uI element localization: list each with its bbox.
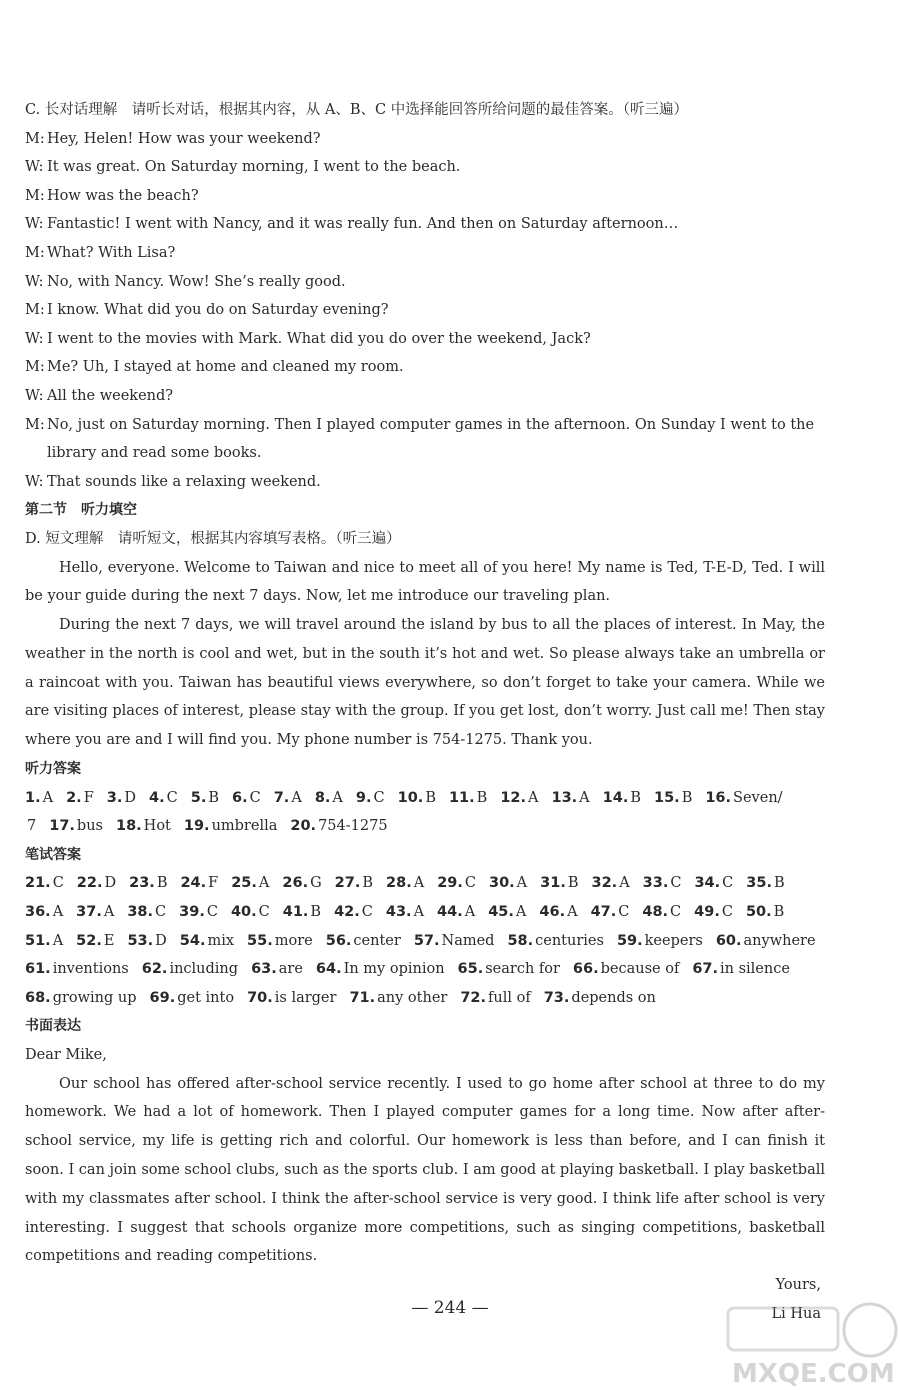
answer-item [25, 955, 129, 984]
answer-number: 38. [127, 904, 154, 921]
answer-value: full of [488, 989, 531, 1006]
answer-value: A [291, 789, 302, 806]
answer-number: 58. [507, 932, 534, 949]
answer-value: C [206, 904, 218, 921]
answer-number: 45. [488, 904, 514, 921]
answer-number: 18. [115, 818, 142, 835]
answer-value: more [274, 932, 313, 949]
answer-number: 10. [397, 789, 424, 806]
answer-value: 7 [27, 818, 37, 835]
answer-number: 57. [413, 932, 440, 949]
answer-value: A [413, 875, 425, 892]
answer-item [437, 898, 475, 927]
answer-item [66, 784, 94, 813]
answer-number: 65. [457, 961, 484, 978]
answer-value: C [373, 789, 385, 806]
answer-number: 36. [25, 904, 51, 921]
answer-item [25, 984, 137, 1013]
speaker-label: M: [25, 359, 45, 376]
answer-number: 53. [127, 932, 154, 949]
answer-item [49, 812, 103, 841]
answer-item [316, 955, 445, 984]
answer-number: 51. [25, 932, 51, 949]
answer-number: 21. [25, 875, 51, 892]
answer-number: 67. [692, 961, 718, 978]
answer-value: including [169, 961, 239, 978]
answer-number: 41. [282, 904, 309, 921]
answer-number: 64. [315, 961, 342, 978]
answer-item [290, 812, 387, 841]
answer-item [127, 927, 166, 956]
letter-greeting: Dear Mike, [25, 1047, 107, 1064]
answer-item [642, 898, 681, 927]
answer-number: 17. [49, 818, 75, 835]
dialogue-text: I went to the movies with Mark. What did you do over the weekend, Jack? [47, 330, 591, 347]
answer-item [489, 869, 527, 898]
answer-value: C [52, 875, 64, 892]
answer-item [746, 869, 784, 898]
part-c-title: C. 长对话理解 请听长对话，根据其内容，从 A、B、C 中选择能回答所给问题的最佳答案。（听三遍） [25, 102, 688, 118]
answer-row [25, 898, 825, 927]
answer-number: 46. [539, 904, 566, 921]
answer-number: 29. [437, 875, 463, 892]
part-d-title: D. 短文理解 请听短文，根据其内容填写表格。（听三遍） [25, 530, 401, 547]
answer-value: A [567, 904, 578, 921]
passage-paragraph-2: During the next 7 days, we will travel around the island by bus to all the places of interest. In May, the weather in the north is cool and wet, but in the south it’s hot and wet. So please always take an umbrella or a raincoat with you. Taiwan has beautiful views everywhere, so don’t forget to take your camera. While we are visiting places of interest, please stay with the group. If you get lost, don’t worry. Just call me! Then stay where you are and I will find you. My phone number is 754-1275. Thank you. [25, 617, 825, 749]
answer-value: B [310, 904, 322, 921]
answer-item [326, 927, 401, 956]
page-number: — 244 — [411, 1298, 489, 1318]
answer-item [437, 869, 476, 898]
listening-answers [25, 784, 825, 841]
answer-item [716, 927, 816, 956]
answer-item [356, 784, 385, 813]
listening-answers-heading: 听力答案 [25, 761, 81, 778]
answer-number: 16. [705, 789, 732, 806]
answer-value: center [353, 932, 401, 949]
answer-value: B [425, 789, 436, 806]
answer-number: 56. [325, 932, 352, 949]
answer-item [25, 784, 53, 813]
answer-number: 2. [66, 789, 82, 806]
answer-number: 30. [488, 875, 515, 892]
dialogue-text: I know. What did you do on Saturday evening? [47, 302, 389, 319]
answer-item [334, 898, 373, 927]
answer-number: 55. [247, 932, 273, 949]
answer-item [282, 869, 321, 898]
dialogue-text: Me? Uh, I stayed at home and cleaned my room. [47, 359, 404, 376]
answer-value: A [528, 789, 539, 806]
answer-number: 3. [106, 789, 123, 806]
dialogue-line [25, 382, 825, 411]
letter-signature: Li Hua [771, 1305, 821, 1322]
answer-value: growing up [52, 989, 137, 1006]
answer-item [232, 784, 261, 813]
answer-number: 60. [715, 932, 742, 949]
answer-value: G [310, 875, 322, 892]
answer-item [746, 898, 784, 927]
writing-heading: 书面表达 [25, 1018, 81, 1035]
answer-number: 22. [76, 875, 103, 892]
dialogue-text: All the weekend? [47, 387, 174, 404]
speaker-label: M: [25, 187, 45, 204]
answer-value: is larger [274, 989, 337, 1006]
answer-item [25, 869, 64, 898]
answer-item [573, 955, 679, 984]
answer-item [414, 927, 495, 956]
answer-row [25, 927, 825, 956]
answer-value: centuries [535, 932, 604, 949]
answer-item [77, 869, 116, 898]
answer-number: 28. [386, 875, 412, 892]
answer-number: 71. [349, 989, 376, 1006]
answer-item [654, 784, 692, 813]
answer-number: 1. [25, 789, 41, 806]
answer-value: A [515, 904, 527, 921]
answer-value: B [208, 789, 219, 806]
answer-value: umbrella [211, 818, 278, 835]
answer-item [705, 784, 782, 813]
dialogue-text: What? With Lisa? [47, 244, 176, 261]
answer-value: B [156, 875, 168, 892]
answer-value: because of [600, 961, 680, 978]
answer-number: 9. [355, 789, 372, 806]
answer-item [315, 784, 343, 813]
answer-item [540, 869, 578, 898]
answer-number: 39. [179, 904, 205, 921]
answer-value: mix [207, 932, 235, 949]
answer-number: 13. [551, 789, 578, 806]
answer-value: F [83, 789, 94, 806]
answer-number: 33. [642, 875, 669, 892]
answer-item [107, 784, 136, 813]
answer-number: 68. [25, 989, 51, 1006]
section2-heading: 第二节 听力填空 [25, 502, 137, 519]
answer-value: A [413, 904, 425, 921]
dialogue-text: Fantastic! I went with Nancy, and it was really fun. And then on Saturday afternoon… [47, 216, 679, 233]
answer-value: A [42, 789, 54, 806]
answer-item [603, 784, 641, 813]
speaker-label: M: [25, 416, 45, 433]
answer-item [488, 898, 526, 927]
answer-value: C [670, 904, 682, 921]
answer-value: F [208, 875, 219, 892]
answer-value: C [670, 875, 682, 892]
answer-number: 7. [273, 789, 290, 806]
answer-value: A [619, 875, 630, 892]
answer-value: A [516, 875, 528, 892]
answer-item [231, 869, 269, 898]
answer-value: depends on [571, 989, 656, 1006]
answer-item [127, 898, 166, 927]
passage-paragraph-1: Hello, everyone. Welcome to Taiwan and nice to meet all of you here! My name is Ted, T-E-D, Ted. I will be your guide during the next 7 days. Now, let me introduce our traveling plan. [25, 559, 825, 605]
answer-value: A [52, 932, 64, 949]
answer-number: 48. [642, 904, 669, 921]
answer-value: C [166, 789, 178, 806]
answer-number: 47. [590, 904, 617, 921]
answer-value: C [721, 904, 733, 921]
answer-number: 5. [190, 789, 207, 806]
answer-number: 4. [149, 789, 165, 806]
speaker-label: W: [25, 273, 44, 290]
speaker-label: M: [25, 302, 45, 319]
answer-value: D [104, 875, 117, 892]
answer-value: Seven/ [733, 789, 783, 806]
answer-number: 72. [460, 989, 487, 1006]
answer-item [191, 784, 219, 813]
answer-item [349, 984, 447, 1013]
dialogue-line [25, 210, 825, 239]
answer-value: B [362, 875, 374, 892]
speaker-label: W: [25, 387, 44, 404]
answer-number: 70. [247, 989, 273, 1006]
dialogue-line [25, 125, 825, 154]
answer-value: C [464, 875, 476, 892]
answer-value: B [773, 875, 785, 892]
answer-item [180, 927, 234, 956]
answer-value: C [722, 875, 734, 892]
answer-row [25, 984, 825, 1013]
speaker-label: M: [25, 130, 45, 147]
answer-number: 61. [25, 961, 51, 978]
answer-value: Named [441, 932, 495, 949]
answer-item [386, 869, 424, 898]
answer-number: 43. [385, 904, 412, 921]
speaker-label: W: [25, 216, 44, 233]
answer-number: 11. [448, 789, 475, 806]
answer-item [149, 784, 178, 813]
answer-value: B [681, 789, 693, 806]
answer-number: 54. [179, 932, 206, 949]
dialogue-text: No, just on Saturday morning. Then I played computer games in the afternoon. On Sunday I went to the library and read some books. [47, 416, 815, 462]
answer-value: D [124, 789, 137, 806]
dialogue-text: It was great. On Saturday morning, I went to the beach. [47, 159, 461, 176]
answer-number: 12. [500, 789, 526, 806]
answer-value: E [103, 932, 115, 949]
dialogue-line [25, 468, 825, 497]
answer-value: A [332, 789, 343, 806]
answer-value: any other [377, 989, 448, 1006]
answer-value: A [258, 875, 270, 892]
answer-item [25, 927, 63, 956]
answer-value: B [630, 789, 641, 806]
dialogue [25, 125, 825, 497]
answer-item [592, 869, 630, 898]
answer-row [25, 955, 825, 984]
page-content [25, 96, 825, 1328]
answer-number: 69. [149, 989, 176, 1006]
answer-item [274, 784, 302, 813]
written-answers [25, 869, 825, 1012]
answer-value: anywhere [743, 932, 816, 949]
answer-number: 25. [231, 875, 257, 892]
answer-item [335, 869, 373, 898]
letter-closing: Yours, [775, 1277, 821, 1294]
answer-value: are [278, 961, 303, 978]
answer-value: keepers [644, 932, 703, 949]
answer-number: 6. [232, 789, 248, 806]
answer-number: 63. [251, 961, 277, 978]
answer-row [25, 869, 825, 898]
answer-number: 24. [180, 875, 207, 892]
answer-row [25, 812, 825, 841]
answer-number: 44. [437, 904, 463, 921]
answer-row [25, 784, 825, 813]
answer-number: 23. [129, 875, 155, 892]
answer-item [694, 869, 733, 898]
answer-item [551, 784, 589, 813]
answer-value: D [155, 932, 167, 949]
answer-number: 62. [141, 961, 168, 978]
answer-value: Hot [143, 818, 171, 835]
answer-item [591, 898, 630, 927]
answer-item [544, 984, 656, 1013]
answer-item [129, 869, 167, 898]
answer-value: In my opinion [343, 961, 445, 978]
answer-value: bus [76, 818, 103, 835]
answer-value: B [773, 904, 785, 921]
answer-item [507, 927, 604, 956]
answer-value: C [618, 904, 630, 921]
answer-item [76, 927, 114, 956]
answer-item [179, 898, 218, 927]
answer-item [231, 898, 270, 927]
written-answers-heading: 笔试答案 [25, 846, 81, 863]
answer-value: C [155, 904, 167, 921]
answer-number: 52. [76, 932, 102, 949]
answer-item [184, 812, 278, 841]
answer-item [692, 955, 790, 984]
answer-number: 66. [572, 961, 599, 978]
answer-item [643, 869, 682, 898]
answer-item [617, 927, 703, 956]
answer-number: 15. [654, 789, 680, 806]
dialogue-line [25, 411, 825, 468]
speaker-label: W: [25, 473, 44, 490]
dialogue-text: How was the beach? [47, 187, 199, 204]
letter-body: Our school has offered after-school service recently. I used to go home after school at three to do my homework. We had a lot of homework. Then I played computer games for a long time. Now after after-school service, my life is getting rich and colorful. Our homework is less than before, and I can finish it soon. I can join some school clubs, such as the sports club. I am good at playing basketball. I play basketball with my classmates after school. I think the after-school service is very good. I think life after school is very interesting. I suggest that schools organize more competitions, such as singing competitions, basketball competitions and reading competitions. [25, 1075, 825, 1265]
answer-value: C [249, 789, 261, 806]
answer-value: B [476, 789, 488, 806]
answer-number: 31. [540, 875, 566, 892]
watermark-text: MXQE.COM [732, 1359, 895, 1389]
answer-item [180, 869, 218, 898]
answer-number: 42. [334, 904, 360, 921]
answer-item [251, 955, 303, 984]
answer-item [539, 898, 577, 927]
answer-number: 20. [290, 818, 317, 835]
dialogue-text: Hey, Helen! How was your weekend? [47, 130, 321, 147]
dialogue-line [25, 296, 825, 325]
answer-item [458, 955, 560, 984]
answer-number: 19. [183, 818, 210, 835]
dialogue-line [25, 268, 825, 297]
answer-item [76, 898, 114, 927]
answer-value: C [361, 904, 373, 921]
dialogue-text: No, with Nancy. Wow! She’s really good. [47, 273, 346, 290]
answer-number: 73. [543, 989, 570, 1006]
speaker-label: M: [25, 244, 45, 261]
answer-number: 34. [694, 875, 721, 892]
answer-number: 49. [694, 904, 720, 921]
answer-value: A [579, 789, 590, 806]
answer-number: 8. [314, 789, 331, 806]
answer-item [247, 927, 313, 956]
answer-item [449, 784, 487, 813]
dialogue-line [25, 182, 825, 211]
answer-value: A [464, 904, 476, 921]
answer-item [25, 898, 63, 927]
answer-number: 27. [334, 875, 361, 892]
answer-value: C [258, 904, 270, 921]
speaker-label: W: [25, 330, 44, 347]
answer-value: A [52, 904, 64, 921]
answer-item [500, 784, 538, 813]
watermark-logo [720, 1300, 900, 1390]
dialogue-line [25, 325, 825, 354]
answer-number: 14. [602, 789, 629, 806]
answer-item [283, 898, 321, 927]
answer-item [150, 984, 235, 1013]
dialogue-line [25, 239, 825, 268]
dialogue-line [25, 353, 825, 382]
answer-number: 35. [746, 875, 772, 892]
answer-item [694, 898, 733, 927]
answer-value: in silence [720, 961, 790, 978]
answer-item [398, 784, 436, 813]
answer-value: 754-1275 [318, 818, 388, 835]
answer-number: 32. [591, 875, 618, 892]
answer-value: get into [177, 989, 235, 1006]
answer-value: inventions [52, 961, 129, 978]
answer-number: 59. [616, 932, 643, 949]
speaker-label: W: [25, 159, 44, 176]
answer-item [116, 812, 171, 841]
answer-item [142, 955, 238, 984]
answer-number: 37. [76, 904, 102, 921]
dialogue-text: That sounds like a relaxing weekend. [47, 473, 321, 490]
dialogue-line [25, 153, 825, 182]
answer-item [25, 812, 36, 841]
answer-item [247, 984, 336, 1013]
answer-value: B [567, 875, 579, 892]
answer-number: 26. [282, 875, 309, 892]
answer-number: 40. [230, 904, 257, 921]
answer-item [386, 898, 424, 927]
answer-value: A [103, 904, 115, 921]
answer-item [460, 984, 530, 1013]
answer-number: 50. [745, 904, 772, 921]
answer-value: search for [485, 961, 560, 978]
